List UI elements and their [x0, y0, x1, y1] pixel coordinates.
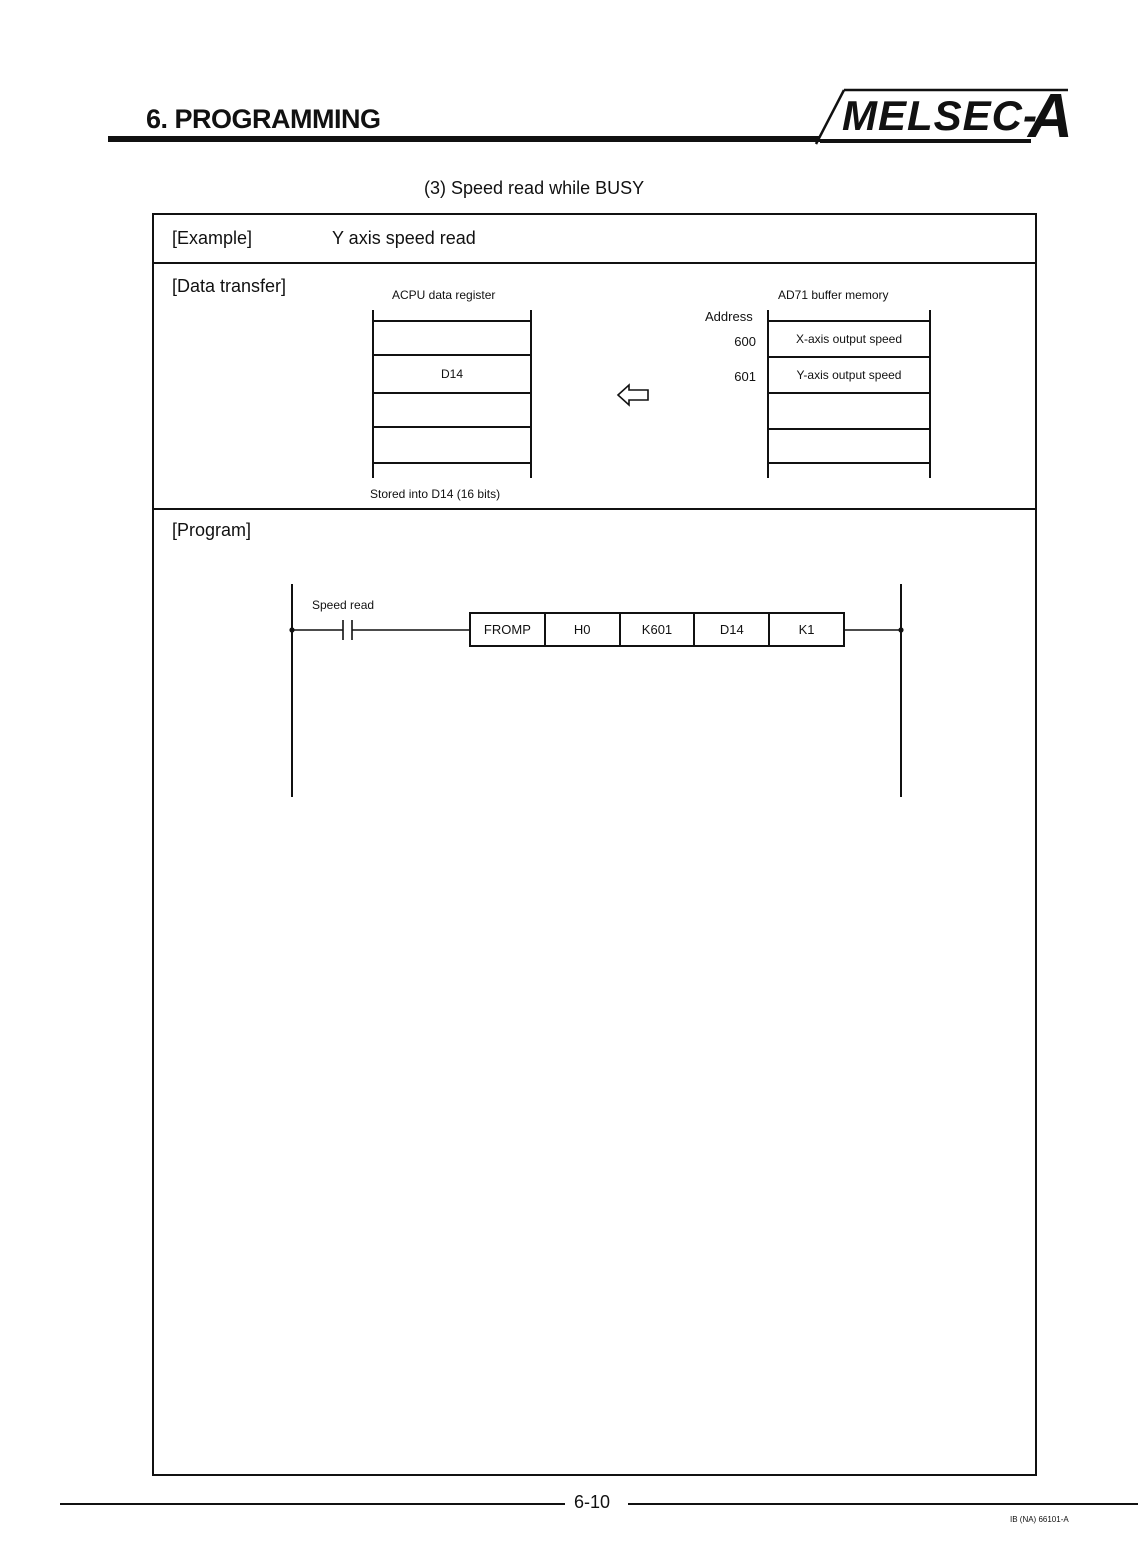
- acpu-cell-d14: D14: [440, 367, 463, 381]
- instruction-cell: K601: [619, 614, 694, 645]
- left-arrow-icon: [616, 382, 652, 408]
- ad71-buffer-title: AD71 buffer memory: [778, 288, 889, 302]
- ad71-line: [767, 462, 931, 464]
- address-value: 600: [734, 334, 756, 349]
- acpu-caption: Stored into D14 (16 bits): [370, 487, 501, 501]
- header-rule: [108, 136, 820, 142]
- footer-rule-left: [60, 1503, 565, 1505]
- logo-mark: A: [1028, 82, 1073, 151]
- ad71-cell-x-speed: X-axis output speed: [795, 332, 903, 346]
- acpu-line: [372, 462, 532, 464]
- section-heading: (3) Speed read while BUSY: [424, 178, 645, 198]
- contact-label: Speed read: [312, 598, 375, 612]
- data-transfer-label: [Data transfer]: [172, 276, 287, 296]
- row-divider-transfer: [152, 508, 1037, 510]
- instruction-cell: FROMP: [483, 622, 531, 637]
- address-value: 601: [734, 369, 756, 384]
- ad71-buffer-table: [767, 310, 931, 478]
- ad71-cell-y-speed: Y-axis output speed: [796, 368, 902, 382]
- footer-rule-right: [628, 1503, 1138, 1505]
- acpu-cell: [374, 428, 530, 462]
- instruction-cell: H0: [544, 614, 619, 645]
- example-label: [Example]: [172, 228, 253, 248]
- fromp-instruction-box: [469, 612, 845, 647]
- ad71-cell: [769, 430, 929, 462]
- ad71-cell: [769, 394, 929, 428]
- instruction-cell: D14: [693, 614, 768, 645]
- acpu-register-table: [372, 310, 534, 478]
- document-code: IB (NA) 66101-A: [1010, 1515, 1069, 1524]
- acpu-cell: [374, 322, 530, 354]
- acpu-cell: [374, 394, 530, 426]
- page-number: 6-10: [574, 1492, 611, 1512]
- acpu-right-border: [530, 310, 532, 478]
- example-text: Y axis speed read: [332, 228, 476, 248]
- acpu-register-title: ACPU data register: [392, 288, 496, 302]
- ad71-right-border: [929, 310, 931, 478]
- page-header-title: 6. PROGRAMMING: [146, 104, 381, 134]
- melsec-logo: [806, 82, 1086, 151]
- logo-text: MELSEC-: [842, 92, 1038, 139]
- row-divider-example: [152, 262, 1037, 264]
- address-label: Address: [705, 309, 753, 324]
- program-label: [Program]: [172, 520, 252, 540]
- instruction-cell: K1: [768, 614, 843, 645]
